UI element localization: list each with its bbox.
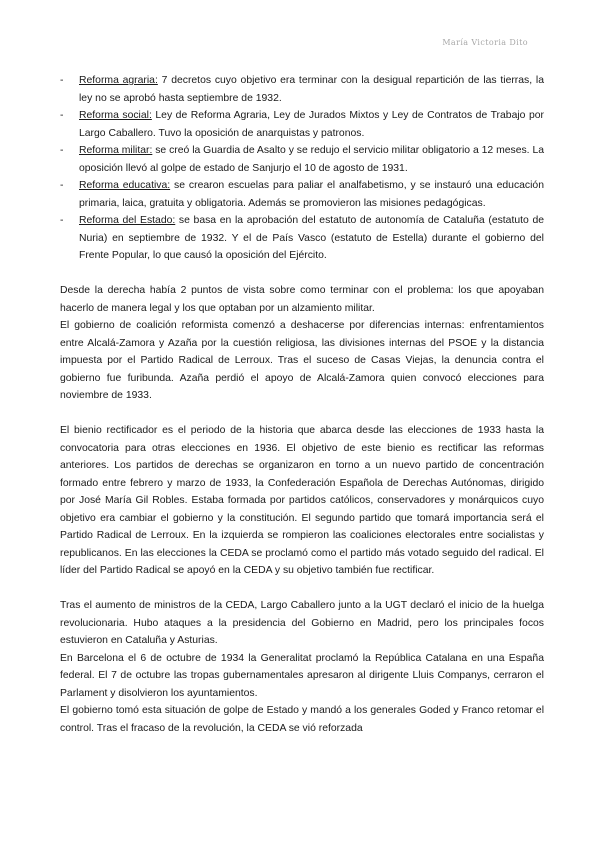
page-header-author: María Victoria Dito bbox=[442, 38, 528, 47]
reform-text: se crearon escuelas para paliar el analfabetismo, y se instauró una educación primaria, laica, gratuita y obligatoria. Además se promovieron las misiones pedagógicas. bbox=[79, 180, 544, 209]
reform-title: Reforma del Estado: bbox=[79, 215, 176, 226]
reform-text: se creó la Guardia de Asalto y se redujo el servicio militar obligatorio a 12 meses. La oposición llevó al golpe de estado de Sanjurjo el 10 de agosto de 1931. bbox=[79, 145, 545, 174]
reform-text: Ley de Reforma Agraria, Ley de Jurados Mixtos y Ley de Contratos de Trabajo por Largo Caballero. Tuvo la oposición de anarquistas y patronos. bbox=[79, 110, 544, 139]
reform-text: 7 decretos cuyo objetivo era terminar con la desigual repartición de las tierras, la ley no se aprobó hasta septiembre de 1932. bbox=[79, 75, 544, 104]
document-body bbox=[60, 72, 544, 737]
paragraph-barcelona-1934: En Barcelona el 6 de octubre de 1934 la Generalitat proclamó la República Catalana en una España federal. El 7 de octubre las tropas gubernamentales apresaron al dirigente Lluis Companys, cerraron el Parlament y disolvieron los ayuntamientos. bbox=[60, 652, 544, 699]
paragraph-right-wing-views: Desde la derecha había 2 puntos de vista sobre como terminar con el problema: los que apoyaban hacerlo de manera legal y los que optaban por un alzamiento militar. bbox=[60, 285, 544, 314]
paragraph-revolutionary-strike: Tras el aumento de ministros de la CEDA, Largo Caballero junto a la UGT declaró el inicio de la huelga revolucionaria. Hubo ataques a la presidencia del Gobierno en Madrid, pero los principales focos estuvieron en Cataluña y Asturias. bbox=[60, 600, 544, 646]
list-item: - Reforma social: Ley de Reforma Agraria, Ley de Jurados Mixtos y Ley de Contratos de Trabajo por Largo Caballero. Tuvo la oposición de anarquistas y patronos. bbox=[60, 110, 544, 139]
list-item: - Reforma educativa: se crearon escuelas para paliar el analfabetismo, y se instauró una educación primaria, laica, gratuita y obligatoria. Además se promovieron las misiones pedagógicas. bbox=[60, 180, 544, 209]
paragraph-government-response: El gobierno tomó esta situación de golpe de Estado y mandó a los generales Goded y Franco retomar el control. Tras el fracaso de la revolución, la CEDA se vió reforzada bbox=[60, 705, 544, 734]
reform-title: Reforma agraria: bbox=[79, 75, 158, 86]
list-item: - Reforma militar: se creó la Guardia de Asalto y se redujo el servicio militar obligatorio a 12 meses. La oposición llevó al golpe de estado de Sanjurjo el 10 de agosto de 1931. bbox=[60, 145, 545, 174]
paragraph-coalition-breakdown: El gobierno de coalición reformista comenzó a deshacerse por diferencias internas: enfrentamientos entre Alcalá-Zamora y Azaña por la cuestión religiosa, las divisiones internas del PSOE y la distancia impuesta por el Partido Radical de Lerroux. Tras el suceso de Casas Viejas, la denuncia contra el gobierno fue furibunda. Azaña perdió el apoyo de Alcalá-Zamora quien convocó elecciones para noviembre de 1933. bbox=[60, 320, 544, 401]
list-item: - Reforma agraria: 7 decretos cuyo objetivo era terminar con la desigual repartición de las tierras, la ley no se aprobó hasta septiembre de 1932. bbox=[60, 75, 544, 104]
reform-title: Reforma educativa: bbox=[79, 180, 171, 191]
paragraph-bienio-rectificador: El bienio rectificador es el periodo de la historia que abarca desde las elecciones de 1933 hasta la convocatoria para otras elecciones en 1936. El objetivo de este bienio es rectificar las reformas anteriores. Los partidos de derechas se organizaron en torno a un nuevo partido de concentración formado entre febrero y marzo de 1933, la Confederación Española de Derechas Autónomas, dirigido por José María Gil Robles. Estaba formada por partidos católicos, conservadores y monárquicos cuyo objetivo era cambiar el gobierno y la constitución. El segundo partido que tomará importancia será el Partido Radical de Lerroux. En la izquierda se rompieron las coaliciones electorales entre socialistas y republicanos. En las elecciones la CEDA se proclamó como el partido más votado seguido del radical. El líder del Partido Radical se apoyó en la CEDA y su objetivo también fue rectificar. bbox=[60, 425, 544, 576]
reform-title: Reforma militar: bbox=[79, 145, 153, 156]
reform-title: Reforma social: bbox=[79, 110, 152, 121]
list-item: - Reforma del Estado: se basa en la aprobación del estatuto de autonomía de Cataluña (estatuto de Nuria) en septiembre de 1932. Y el de País Vasco (estatuto de Estella) durante el gobierno del Frente Popular, lo que causó la oposición del Ejército. bbox=[60, 215, 545, 261]
reform-text: se basa en la aprobación del estatuto de autonomía de Cataluña (estatuto de Nuria) en septiembre de 1932. Y el de País Vasco (estatuto de Estella) durante el gobierno del Frente Popular, lo que causó la oposición del Ejército. bbox=[79, 215, 545, 261]
reforms-list bbox=[60, 72, 544, 265]
